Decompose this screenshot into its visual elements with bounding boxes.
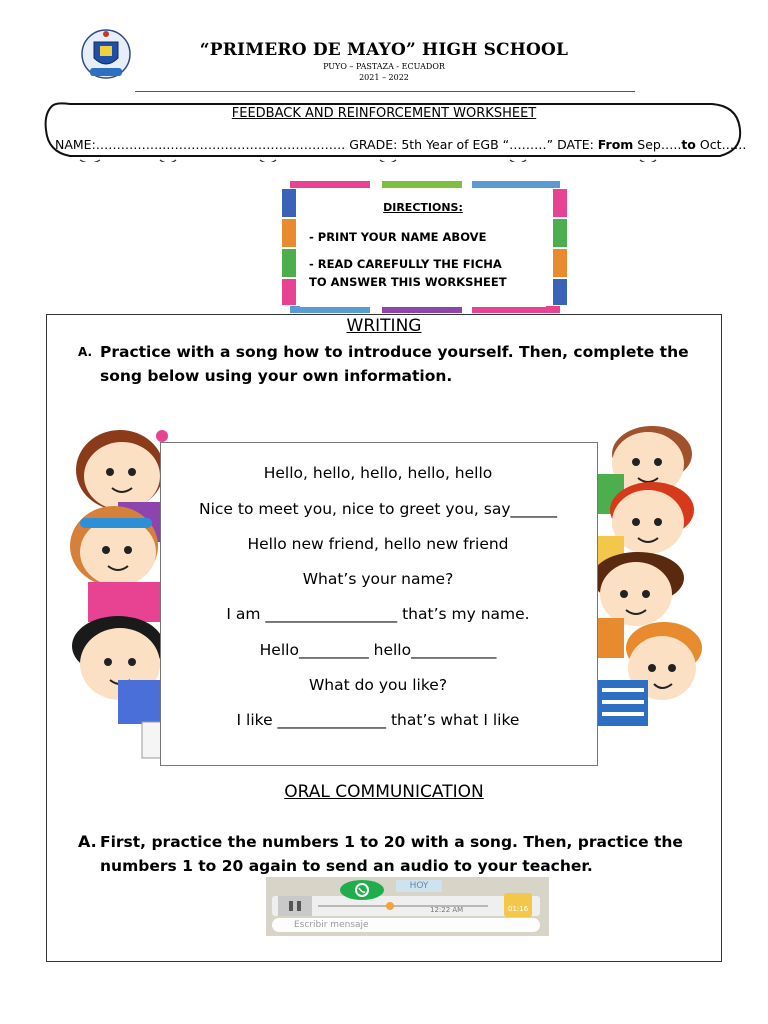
name-grade-date-line (55, 137, 746, 152)
input-placeholder: Escribir mensaje (294, 920, 369, 930)
play-icon (504, 893, 532, 917)
writing-instruction (78, 340, 704, 388)
song-line-3: Hello new friend, hello new friend (247, 535, 509, 553)
song-line-2: Nice to meet you, nice to greet you, say______ (198, 500, 557, 518)
song-line-7: What do you like? (308, 676, 448, 694)
worksheet-title: FEEDBACK AND REINFORCEMENT WORKSHEET (231, 106, 537, 121)
directions-line-1: - PRINT YOUR NAME ABOVE (309, 230, 487, 244)
date-oct: Oct…… (695, 137, 747, 152)
school-name: “PRIMERO DE MAYO” HIGH SCHOOL (199, 40, 569, 60)
kid-left-2 (70, 506, 164, 622)
song-line-5: I am _________________ that’s my name. (226, 605, 530, 623)
audio-duration: 01:16 (508, 905, 529, 913)
song-line-1: Hello, hello, hello, hello, hello (263, 464, 493, 482)
directions-line-2: - READ CAREFULLY THE FICHA (309, 257, 502, 271)
name-grade-text: NAME:……………..……………………………………. GRADE: 5th Year of EGB “………” DATE: (55, 137, 598, 152)
writing-item-letter: A. (78, 345, 93, 359)
whatsapp-day-badge: HOY (396, 880, 442, 892)
school-year: 2021 – 2022 (359, 73, 409, 82)
kid-left-3 (72, 616, 164, 758)
whatsapp-icon (338, 879, 386, 901)
song-line-8: I like ______________ that’s what I like (236, 711, 520, 729)
writing-title: WRITING (346, 316, 422, 336)
date-from-label: From (597, 137, 634, 152)
writing-instruction-text: Practice with a song how to introduce yourself. Then, complete the song below using your own information. (100, 343, 689, 385)
song-line-6: Hello_________ hello___________ (259, 641, 497, 659)
date-sep: Sep….. (633, 137, 682, 152)
oral-instruction (78, 830, 710, 878)
oral-instruction-text: First, practice the numbers 1 to 20 with a song. Then, practice the numbers 1 to 20 again to send an audio to your teacher. (100, 833, 683, 875)
school-location: PUYO – PASTAZA - ECUADOR (323, 62, 445, 71)
date-to-label: to (681, 137, 696, 152)
directions-title: DIRECTIONS: (383, 201, 463, 214)
pause-icon (278, 896, 312, 916)
whatsapp-message-input (272, 918, 540, 932)
oral-communication-title: ORAL COMMUNICATION (284, 782, 484, 802)
song-line-4: What’s your name? (302, 570, 454, 588)
whatsapp-time: 12:22 AM (430, 906, 464, 914)
audio-progress-knob (386, 902, 394, 910)
header-divider (135, 91, 635, 92)
directions-line-3: TO ANSWER THIS WORKSHEET (309, 275, 507, 289)
oral-item-letter: A. (78, 832, 97, 851)
